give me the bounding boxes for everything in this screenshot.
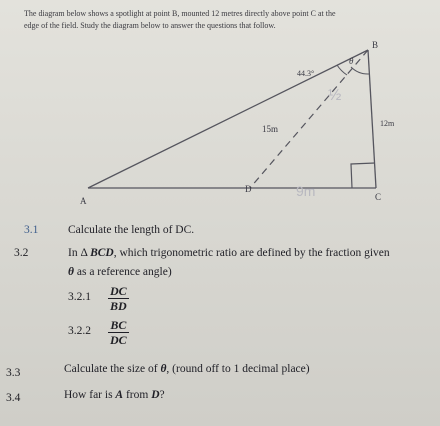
intro-line-2: edge of the field. Study the diagram below to answer the questions that follow. [24,21,276,30]
angle-arc-44 [337,65,347,75]
side-ab [88,50,368,188]
side-bc [368,50,376,188]
question-3-3-text [64,363,310,375]
fraction-numerator: DC [110,284,127,298]
question-3-2-number: 3.2 [14,247,29,259]
fraction-dc-over-bd [108,284,129,313]
fraction-numerator: BC [110,318,127,332]
question-3-3-number: 3.3 [6,367,21,379]
question-3-2-1-number: 3.2.1 [68,291,91,303]
point-b-label: B [372,40,379,50]
fraction-denominator: DC [110,333,127,347]
angle-arc-theta [351,67,369,74]
question-3-2-prefix: In Δ [68,247,91,259]
question-3-2-line2-text: as a reference angle) [73,266,172,278]
dc-length-handwritten: 9m [296,183,316,199]
question-3-1-number: 3.1 [24,224,39,236]
theta-symbol: θ [68,266,74,278]
question-3-2-line2 [68,266,172,278]
bd-length-label: 15m [262,124,279,134]
fraction-denominator: BD [110,299,127,313]
theta-label: θ [349,56,354,66]
question-3-3-prefix: Calculate the size of [64,363,161,375]
question-3-3-suffix: , (round off to 1 decimal place) [166,363,310,375]
triangle-diagram [0,40,440,215]
point-a-ref: A [115,389,124,401]
theta-symbol: θ [160,363,167,375]
point-a-label: A [80,196,87,206]
bc-length-label: 12m [380,119,395,128]
fraction-bc-over-dc [108,318,129,347]
question-3-4-mid: from [123,389,152,401]
question-3-4-prefix: How far is [64,389,116,401]
question-3-4-text [64,389,165,401]
question-3-4-number: 3.4 [6,392,21,404]
handwritten-half: ½ [328,87,342,104]
intro-text [24,8,440,32]
point-d-label: D [245,184,252,194]
question-3-2-2-number: 3.2.2 [68,325,91,337]
question-3-2-suffix: , which trigonometric ratio are defined by the fraction given [113,247,390,259]
right-angle-marker [351,163,375,188]
point-c-label: C [375,192,382,202]
angle-44-label: 44.3° [297,69,315,78]
point-d-ref: D [151,389,160,401]
question-3-1-text [68,224,194,236]
question-3-1-label: Calculate the length of DC. [68,224,195,236]
question-3-2-text [68,247,390,259]
triangle-bcd: BCD [90,247,114,259]
question-3-4-suffix: ? [159,389,165,401]
intro-line-1: The diagram below shows a spotlight at point B, mounted 12 metres directly above point C at the [24,9,336,18]
